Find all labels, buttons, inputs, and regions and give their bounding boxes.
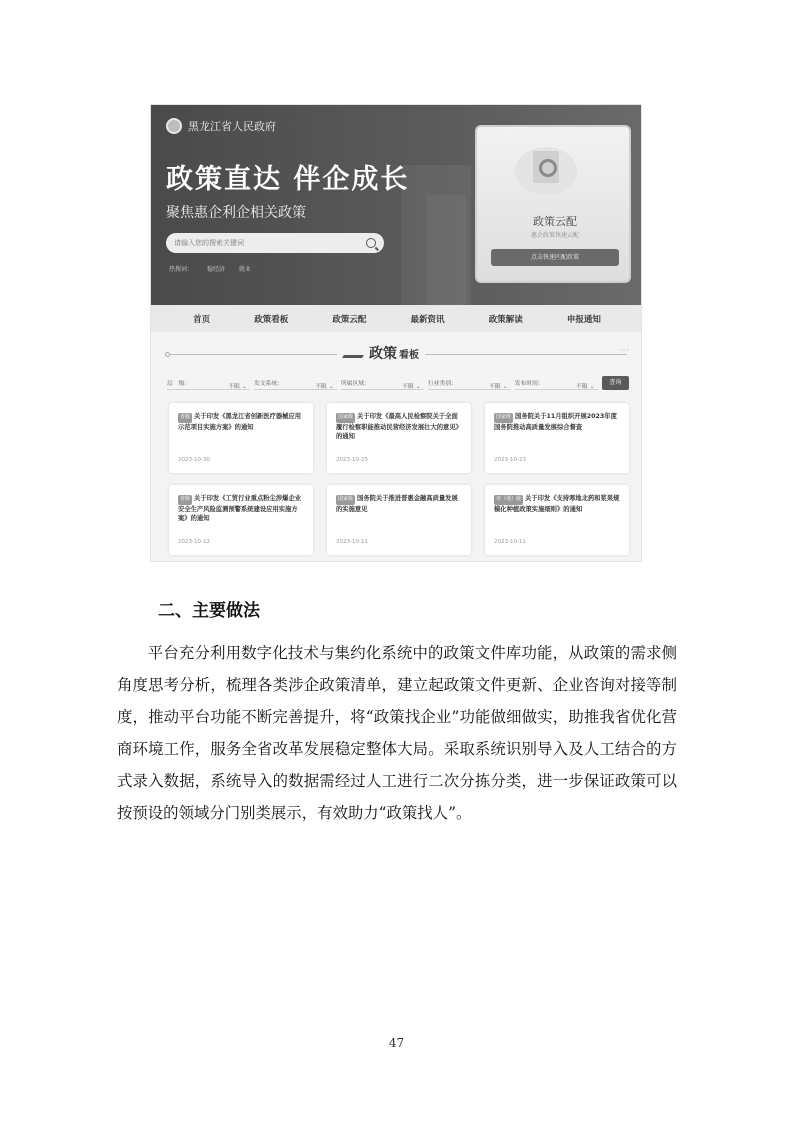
national-emblem-icon (166, 118, 182, 134)
divider-dot (165, 352, 170, 357)
nav-item-interpretation[interactable]: 政策解读 (488, 314, 523, 325)
card-date: 2023-10-12 (178, 539, 210, 545)
section-heading: 二、主要做法 (158, 601, 260, 621)
body-paragraph: 平台充分利用数字化技术与集约化系统中的政策文件库功能，从政策的需求侧角度思考分析，梳理各类涉企政策清单，建立起政策文件更新、企业咨询对接等制度，推动平台功能不断完善提升，将“政策找企业”功能做细做实，助推我省优化营商环境工作，服务全省改革发展稳定整体大局。采取系统识别导入及人工结合的方式录入数据，系统导入的数据需经过人工进行二次分拣分类，进一步保证政策可以按预设的领域分门别类展示，有效助力“政策找人”。 (117, 644, 677, 822)
level-badge: 省级 (178, 413, 192, 423)
card-date: 2023-10-11 (494, 539, 526, 545)
hero-title: 政策直达 伴企成长 (166, 164, 410, 195)
hero-banner (151, 105, 642, 305)
card-title: 关于印发《黑龙江省创新医疗器械应用示范项目实施方案》的通知 (178, 413, 302, 431)
hot-word[interactable]: 稳经济 (207, 266, 226, 273)
hot-words (169, 264, 251, 273)
chevron-down-icon: ⌄ (589, 383, 595, 390)
nav-item-home[interactable]: 首页 (193, 314, 211, 325)
nav-item-notices[interactable]: 申报通知 (566, 314, 601, 325)
card-date: 2023-10-23 (494, 457, 526, 463)
level-badge: 国家级 (336, 413, 355, 423)
level-badge: 省级 (178, 495, 192, 505)
policy-card[interactable] (327, 403, 471, 473)
level-badge: 国家级 (336, 495, 355, 505)
title-bar-decoration (342, 355, 364, 358)
card-title: 关于印发《支持寒地北药和浆果规模化种植政策实施细则》的通知 (494, 495, 620, 513)
magnifier-document-icon (515, 141, 579, 197)
filter-industry[interactable]: 行业类别： 不限 ⌄ (428, 376, 511, 390)
chevron-down-icon: ⌄ (415, 383, 421, 390)
card-title: 关于印发《工贸行业重点粉尘涉爆企业安全生产风险监测预警系统建设应用实施方案》的通知 (178, 495, 302, 522)
card-date: 2023-10-30 (178, 457, 210, 463)
filter-region[interactable]: 所属区域： 不限 ⌄ (341, 376, 424, 390)
level-badge: 国家级 (494, 413, 513, 423)
filter-date[interactable]: 发布时间： 不限 ⌄ (515, 376, 598, 390)
card-date: 2023-10-25 (336, 457, 368, 463)
dots-decoration-icon: ◦◦◦ (619, 347, 630, 354)
card-title: 国务院关于推进普惠金融高质量发展的实施意见 (336, 495, 458, 513)
nav-item-policy-cloud[interactable]: 政策云配 (332, 314, 367, 325)
board-heading (151, 343, 642, 361)
level-badge: 市（地）级 (494, 495, 523, 505)
platform-screenshot (150, 104, 642, 562)
search-placeholder: 请输入您的搜索关键词 (174, 239, 244, 247)
nav-item-policy-board[interactable]: 政策看板 (254, 314, 289, 325)
filter-bar (167, 375, 629, 391)
page-number: 47 (388, 1036, 405, 1050)
policy-card[interactable] (485, 485, 629, 555)
hot-words-label: 热搜词： (169, 266, 194, 273)
query-button[interactable]: 查询 (602, 376, 629, 390)
policy-cloud-card (475, 125, 631, 283)
filter-level[interactable]: 层 级： 不限 ⌄ (167, 376, 250, 390)
filter-system[interactable]: 发文系统： 不限 ⌄ (254, 376, 337, 390)
nav-item-news[interactable]: 最新资讯 (410, 314, 445, 325)
policy-card[interactable] (485, 403, 629, 473)
chevron-down-icon: ⌄ (502, 383, 508, 390)
card-date: 2023-10-11 (336, 539, 368, 545)
cloud-subtitle: 惠企政策快速云配 (530, 232, 579, 239)
cloud-title: 政策云配 (533, 215, 577, 228)
hero-subtitle: 聚焦惠企利企相关政策 (166, 205, 306, 221)
policy-card[interactable] (169, 485, 313, 555)
card-title: 关于印发《最高人民检察院关于全面履行检察职能推动民营经济发展壮大的意见》的通知 (336, 413, 462, 440)
chevron-down-icon: ⌄ (328, 383, 334, 390)
card-title: 国务院关于11月组织开展2023年度国务院推动高质量发展综合督查 (494, 413, 617, 431)
board-title: 政策 看板 (337, 343, 425, 363)
hot-word[interactable]: 就业 (239, 266, 252, 273)
main-nav (151, 305, 642, 332)
policy-card[interactable] (169, 403, 313, 473)
search-input[interactable] (166, 233, 384, 253)
match-policy-button[interactable]: 点击快速匹配政策 (491, 249, 619, 266)
chevron-down-icon: ⌄ (241, 383, 247, 390)
search-icon[interactable] (366, 238, 376, 248)
gov-logo[interactable] (166, 118, 276, 134)
gov-name: 黑龙江省人民政府 (188, 120, 276, 133)
policy-card[interactable] (327, 485, 471, 555)
